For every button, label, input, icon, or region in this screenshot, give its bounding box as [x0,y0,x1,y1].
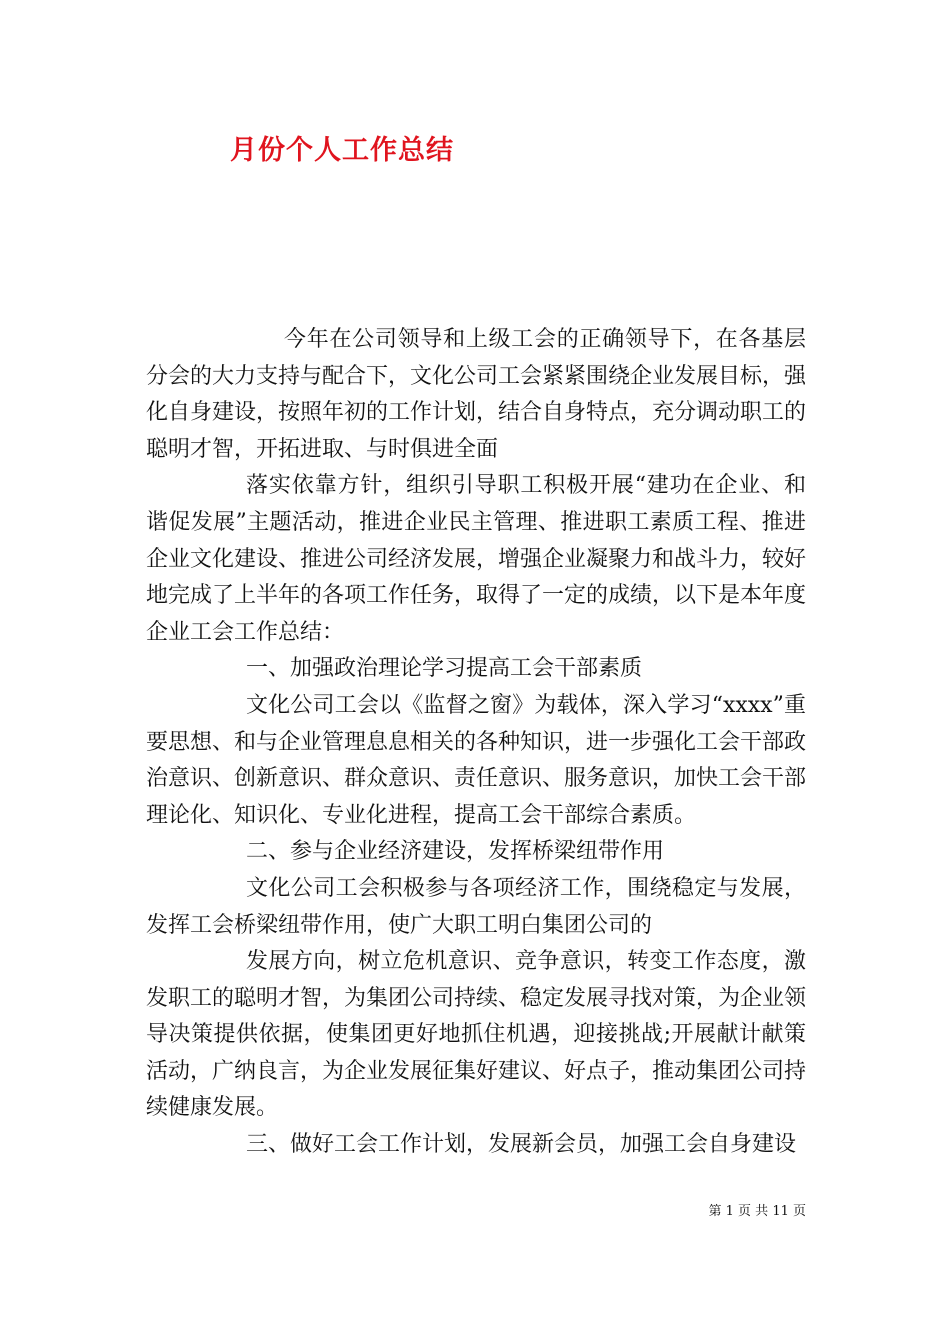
section-heading-1: 一、加强政治理论学习提高工会干部素质 [246,656,643,682]
paragraph-section-1: 文化公司工会以《监督之窗》为载体，深入学习“xxxx”重要思想、和与企业管理息息相关的各种知识，进一步强化工会干部政治意识、创新意识、群众意识、责任意识、服务意识，加快工会干部理论化、知识化、专业化进程，提高工会干部综合素质。 [146,692,807,828]
document-title: 月份个人工作总结 [230,135,454,166]
paragraph-implementation: 落实依靠方针，组织引导职工积极开展“建功在企业、和谐促发展”主题活动，推进企业民主管理、推进职工素质工程、推进企业文化建设、推进公司经济发展，增强企业凝聚力和战斗力，较好地完成了上半年的各项工作任务，取得了一定的成绩，以下是本年度企业工会工作总结： [146,473,807,645]
paragraph-intro: 今年在公司领导和上级工会的正确领导下，在各基层分会的大力支持与配合下，文化公司工会紧紧围绕企业发展目标，强化自身建设，按照年初的工作计划，结合自身特点，充分调动职工的聪明才智，开拓进取、与时俱进全面 [146,327,807,462]
section-heading-2: 二、参与企业经济建设，发挥桥梁纽带作用 [246,839,665,865]
paragraph-section-2a: 文化公司工会积极参与各项经济工作，围绕稳定与发展，发挥工会桥梁纽带作用，使广大职工明白集团公司的 [146,875,806,938]
section-heading-3: 三、做好工会工作计划，发展新会员，加强工会自身建设 [246,1132,797,1158]
page-number-footer: 第 1 页 共 11 页 [708,1204,806,1219]
document-body [146,322,806,1164]
paragraph-section-2b: 发展方向，树立危机意识、竞争意识，转变工作态度，激发职工的聪明才智，为集团公司持续、稳定发展寻找对策，为企业领导决策提供依据，使集团更好地抓住机遇，迎接挑战;开展献计献策活动，广纳良言，为企业发展征集好建议、好点子，推动集团公司持续健康发展。 [146,949,807,1121]
